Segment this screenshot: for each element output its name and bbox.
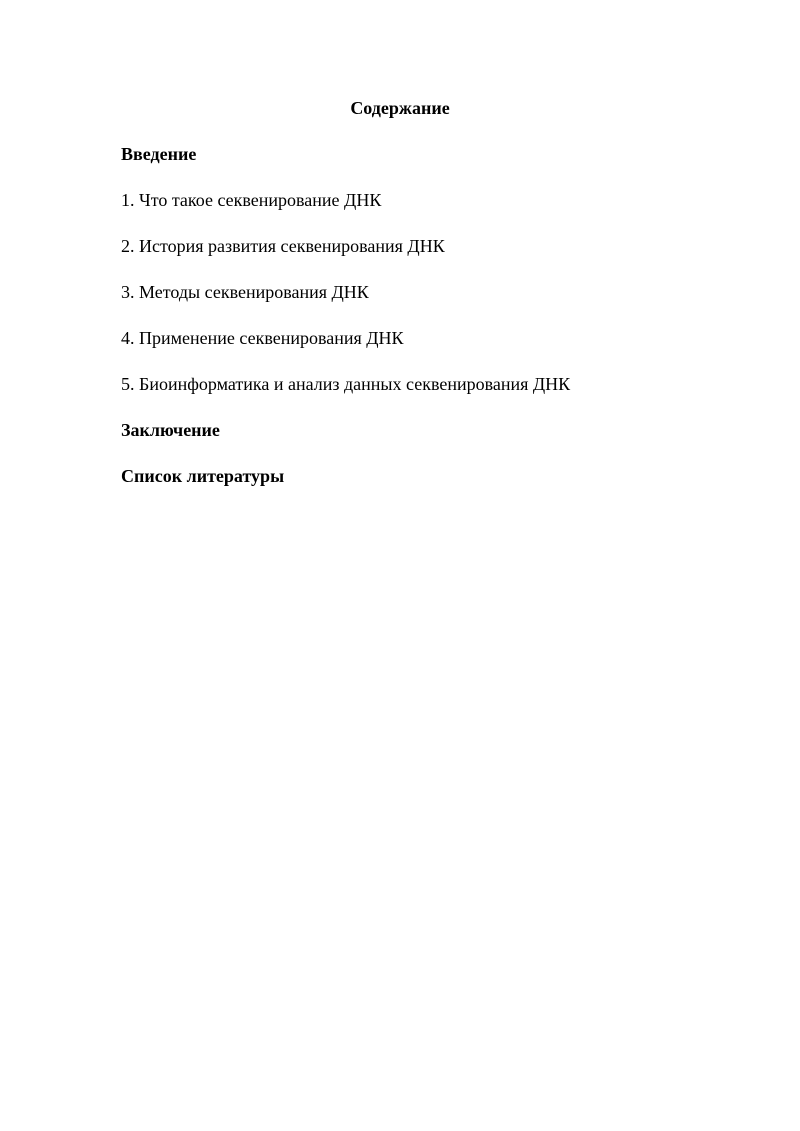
toc-entry-chapter-1: 1. Что такое секвенирование ДНК	[121, 190, 382, 210]
toc-entry-chapter-5: 5. Биоинформатика и анализ данных секвенирования ДНК	[121, 374, 571, 394]
toc-entry-chapter-2: 2. История развития секвенирования ДНК	[121, 236, 445, 256]
toc-entry-conclusion: Заключение	[121, 420, 220, 440]
toc-entry-chapter-3: 3. Методы секвенирования ДНК	[121, 282, 369, 302]
toc-title: Содержание	[350, 98, 450, 118]
toc-entry-chapter-4: 4. Применение секвенирования ДНК	[121, 328, 404, 348]
toc-entry-references: Список литературы	[121, 466, 285, 486]
table-of-contents	[121, 142, 570, 510]
toc-entry-introduction: Введение	[121, 144, 197, 164]
